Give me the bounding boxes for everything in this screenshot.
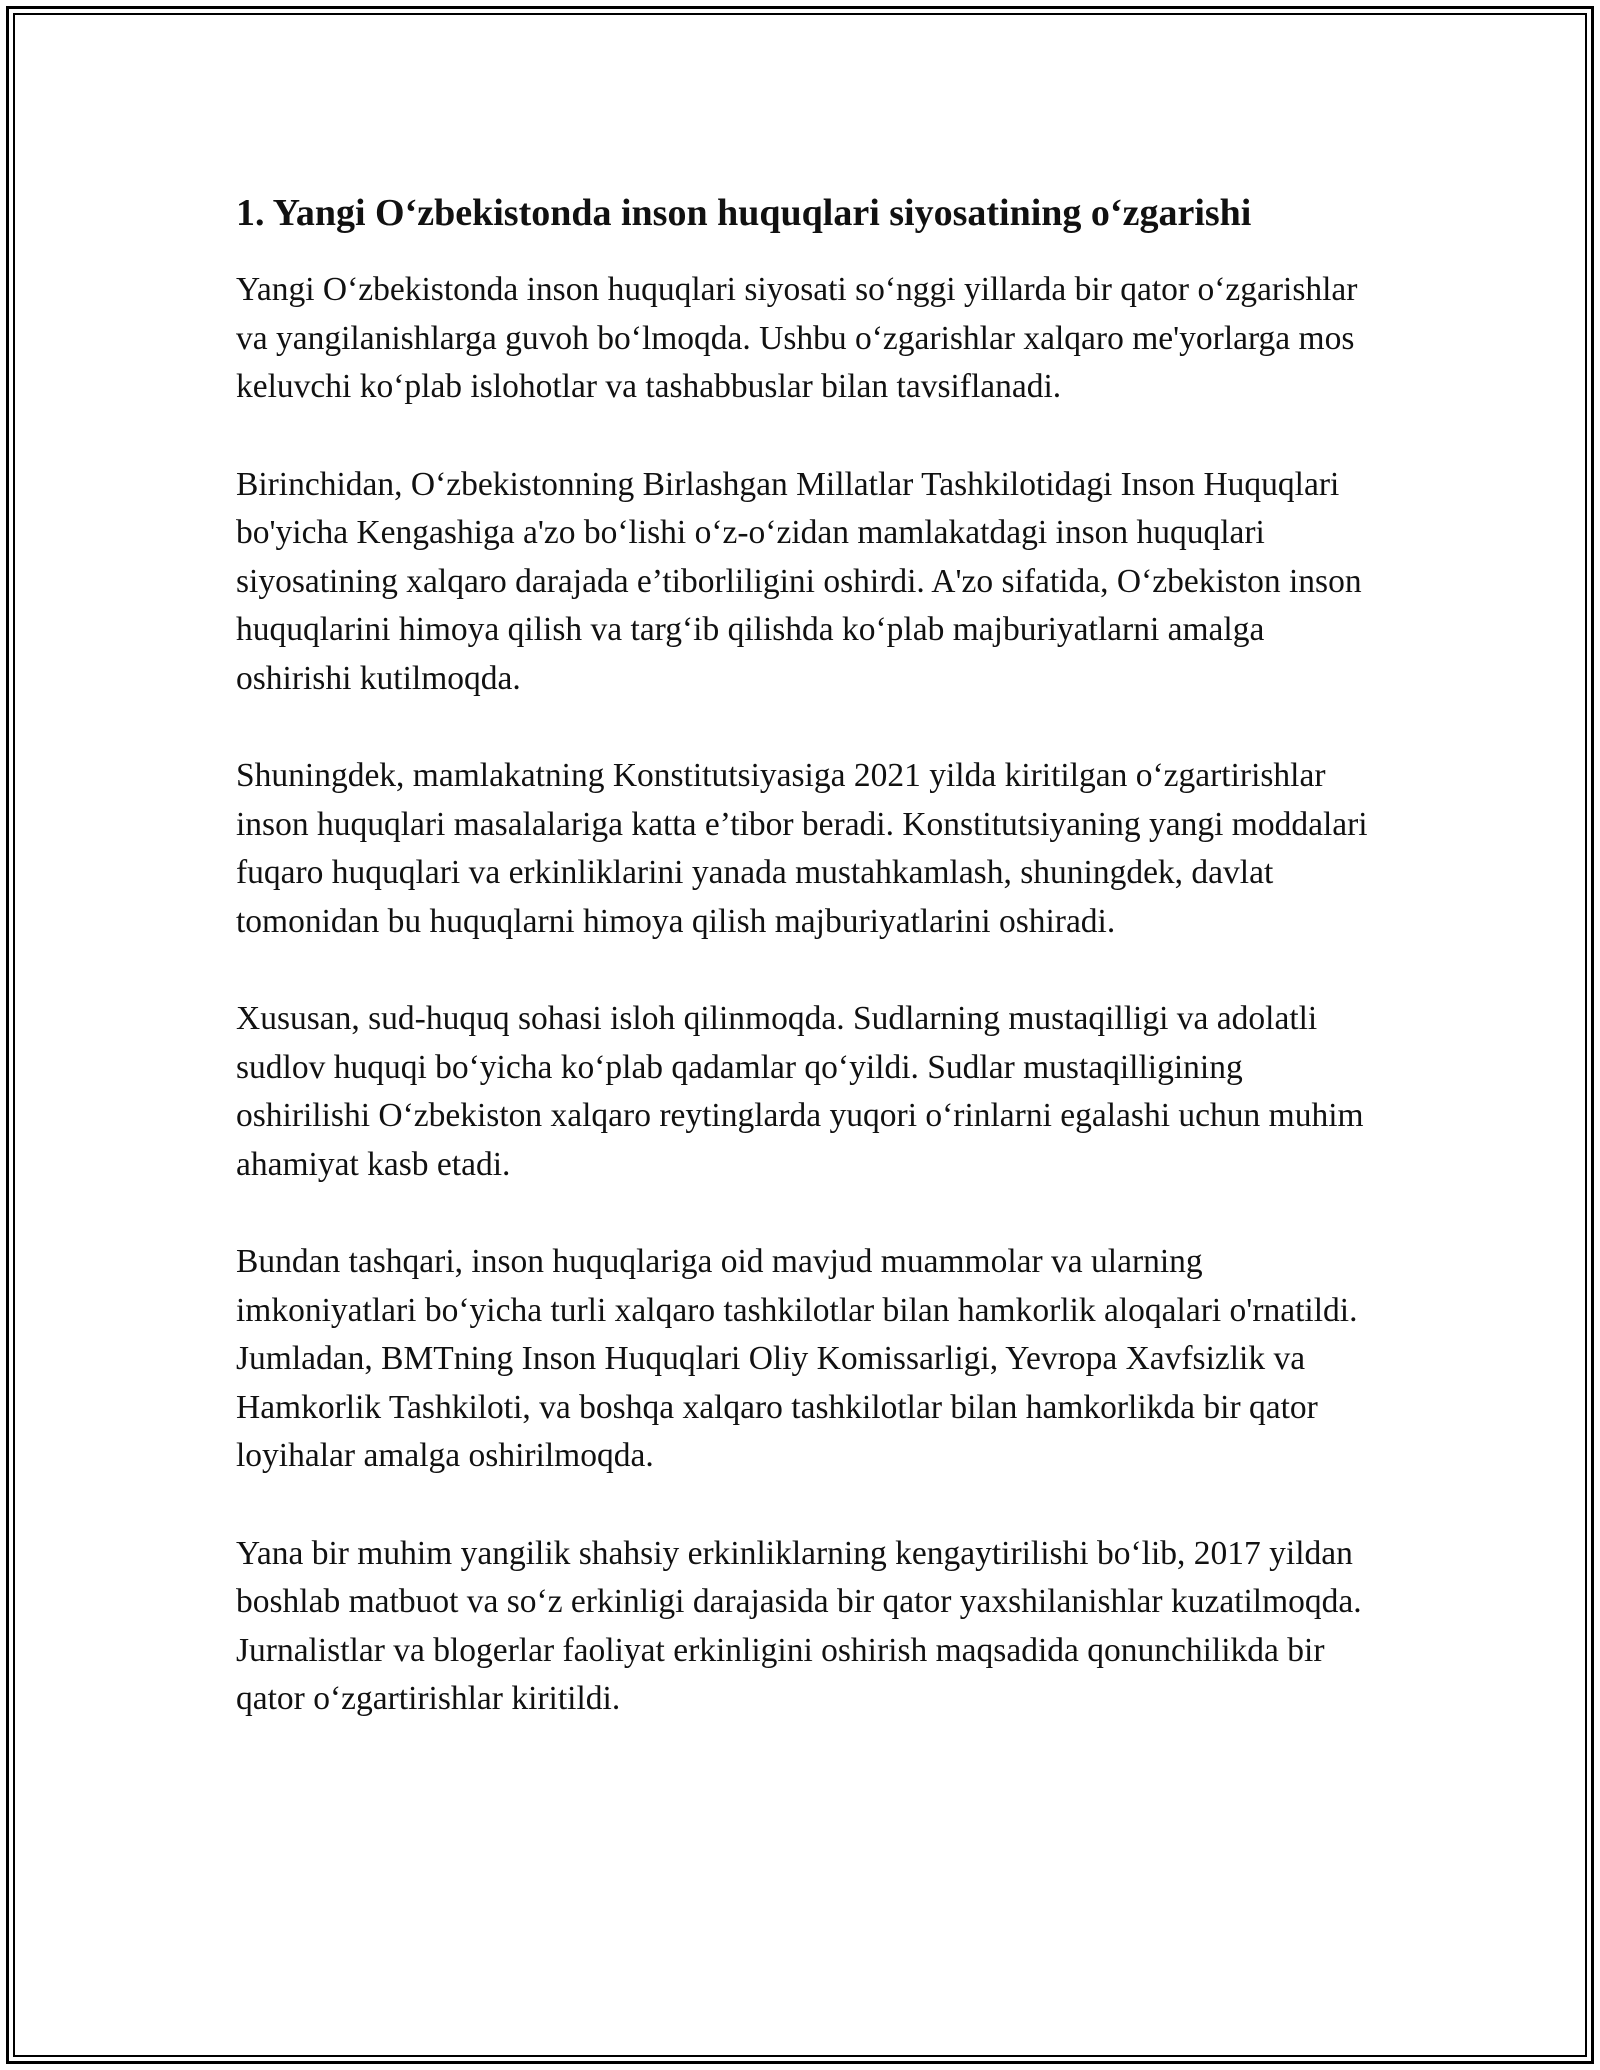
page-title: 1. Yangi O‘zbekistonda inson huquqlari siyosatining o‘zgarishi [236,192,1252,234]
paragraph-5: Bundan tashqari, inson huquqlariga oid mavjud muammolar va ularning imkoniyatlari bo‘yicha turli xalqaro tashkilotlar bilan hamkorlik aloqalari o'rnatildi. Jumladan, BMTning Inson Huquqlari Oliy Komissarligi, Yevropa Xavfsizlik va Hamkorlik Tashkiloti, va boshqa xalqaro tashkilotlar bilan hamkorlikda bir qator loyihalar amalga oshirilmoqda. [236,1243,1358,1474]
paragraph-1: Yangi O‘zbekistonda inson huquqlari siyosati so‘nggi yillarda bir qator o‘zgarishlar va yangilanishlarga guvoh bo‘lmoqda. Ushbu o‘zgarishlar xalqaro me'yorlarga mos keluvchi ko‘plab islohotlar va tashabbuslar bilan tavsiflanadi. [236,271,1358,405]
paragraph-2: Birinchidan, O‘zbekistonning Birlashgan Millatlar Tashkilotidagi Inson Huquqlari bo'yicha Kengashiga a'zo bo‘lishi o‘z-o‘zidan mamlakatdagi inson huquqlari siyosatining xalqaro darajada e’tiborliligini oshirdi. A'zo sifatida, O‘zbekiston inson huquqlarini himoya qilish va targ‘ib qilishda ko‘plab majburiyatlarni amalga oshirishi kutilmoqda. [236,465,1362,697]
paragraph-6: Yana bir muhim yangilik shahsiy erkinliklarning kengaytirilishi bo‘lib, 2017 yildan boshlab matbuot va so‘z erkinligi darajasida bir qator yaxshilanishlar kuzatilmoqda. Jurnalistlar va blogerlar faoliyat erkinligini oshirish maqsadida qonunchilikda bir qator o‘zgartirishlar kiritildi. [236,1534,1362,1717]
paragraph-3: Shuningdek, mamlakatning Konstitutsiyasiga 2021 yilda kiritilgan o‘zgartirishlar inson huquqlari masalalariga katta e’tibor beradi. Konstitutsiyaning yangi moddalari fuqaro huquqlari va erkinliklarini yanada mustahkamlash, shuningdek, davlat tomonidan bu huquqlarni himoya qilish majburiyatlarini oshiradi. [236,757,1368,940]
paragraph-4: Xususan, sud-huquq sohasi isloh qilinmoqda. Sudlarning mustaqilligi va adolatli sudlov huquqi bo‘yicha ko‘plab qadamlar qo‘yildi. Sudlar mustaqilligining oshirilishi O‘zbekiston xalqaro reytinglarda yuqori o‘rinlarni egalashi uchun muhim ahamiyat kasb etadi. [236,1000,1364,1183]
document-body [236,188,1376,1724]
